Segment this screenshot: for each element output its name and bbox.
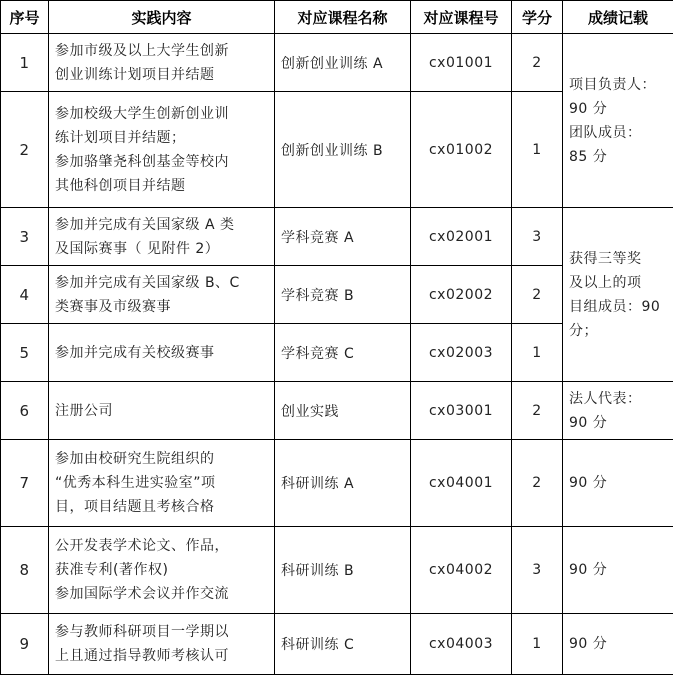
row-index: 4: [1, 266, 49, 324]
header-code: 对应课程号: [411, 1, 512, 34]
row-credit: 3: [512, 208, 563, 266]
row-course: 学科竞赛 B: [275, 266, 411, 324]
row-course: 创新创业训练 B: [275, 92, 411, 208]
row-index: 7: [1, 440, 49, 527]
row-index: 9: [1, 614, 49, 675]
row-content: 注册公司: [49, 382, 275, 440]
row-credit: 2: [512, 34, 563, 92]
row-index: 6: [1, 382, 49, 440]
row-code: cx03001: [411, 382, 512, 440]
row-code: cx01002: [411, 92, 512, 208]
row-credit: 1: [512, 92, 563, 208]
header-course: 对应课程名称: [275, 1, 411, 34]
row-index: 5: [1, 324, 49, 382]
record-row-8: 90 分: [563, 527, 673, 614]
table-row: [1, 527, 673, 614]
header-content: 实践内容: [49, 1, 275, 34]
table-row: [1, 614, 673, 675]
row-credit: 2: [512, 266, 563, 324]
header-row: [1, 1, 673, 34]
table-row: [1, 382, 673, 440]
row-credit: 1: [512, 324, 563, 382]
row-course: 学科竞赛 A: [275, 208, 411, 266]
row-index: 2: [1, 92, 49, 208]
row-content: 参加并完成有关国家级 B、C 类赛事及市级赛事: [49, 266, 275, 324]
row-course: 科研训练 B: [275, 527, 411, 614]
row-course: 创新创业训练 A: [275, 34, 411, 92]
row-content: 参加校级大学生创新创业训 练计划项目并结题； 参加骆肇尧科创基金等校内 其他科创项目并结题: [49, 92, 275, 208]
row-code: cx02001: [411, 208, 512, 266]
row-content: 参与教师科研项目一学期以 上且通过指导教师考核认可: [49, 614, 275, 675]
row-index: 3: [1, 208, 49, 266]
row-course: 科研训练 A: [275, 440, 411, 527]
row-content: 参加市级及以上大学生创新 创业训练计划项目并结题: [49, 34, 275, 92]
row-code: cx04001: [411, 440, 512, 527]
row-content: 参加并完成有关国家级 A 类 及国际赛事（ 见附件 2）: [49, 208, 275, 266]
header-credit: 学分: [512, 1, 563, 34]
row-course: 学科竞赛 C: [275, 324, 411, 382]
record-row-6: 法人代表： 90 分: [563, 382, 673, 440]
header-record: 成绩记载: [563, 1, 673, 34]
header-index: 序号: [1, 1, 49, 34]
row-code: cx01001: [411, 34, 512, 92]
table-row: [1, 208, 673, 266]
row-content: 参加由校研究生院组织的 “优秀本科生进实验室”项 目，项目结题且考核合格: [49, 440, 275, 527]
record-row-9: 90 分: [563, 614, 673, 675]
record-row-7: 90 分: [563, 440, 673, 527]
row-course: 科研训练 C: [275, 614, 411, 675]
row-index: 1: [1, 34, 49, 92]
row-credit: 2: [512, 382, 563, 440]
table-row: [1, 440, 673, 527]
row-credit: 1: [512, 614, 563, 675]
table-row: [1, 34, 673, 92]
row-credit: 2: [512, 440, 563, 527]
row-content: 参加并完成有关校级赛事: [49, 324, 275, 382]
row-content: 公开发表学术论文、作品， 获准专利(著作权) 参加国际学术会议并作交流: [49, 527, 275, 614]
row-credit: 3: [512, 527, 563, 614]
row-code: cx04002: [411, 527, 512, 614]
row-code: cx02002: [411, 266, 512, 324]
row-index: 8: [1, 527, 49, 614]
record-group-1: 项目负责人： 90 分 团队成员： 85 分: [563, 34, 673, 208]
row-course: 创业实践: [275, 382, 411, 440]
record-group-2: 获得三等奖 及以上的项 目组成员：90 分；: [563, 208, 673, 382]
row-code: cx02003: [411, 324, 512, 382]
row-code: cx04003: [411, 614, 512, 675]
